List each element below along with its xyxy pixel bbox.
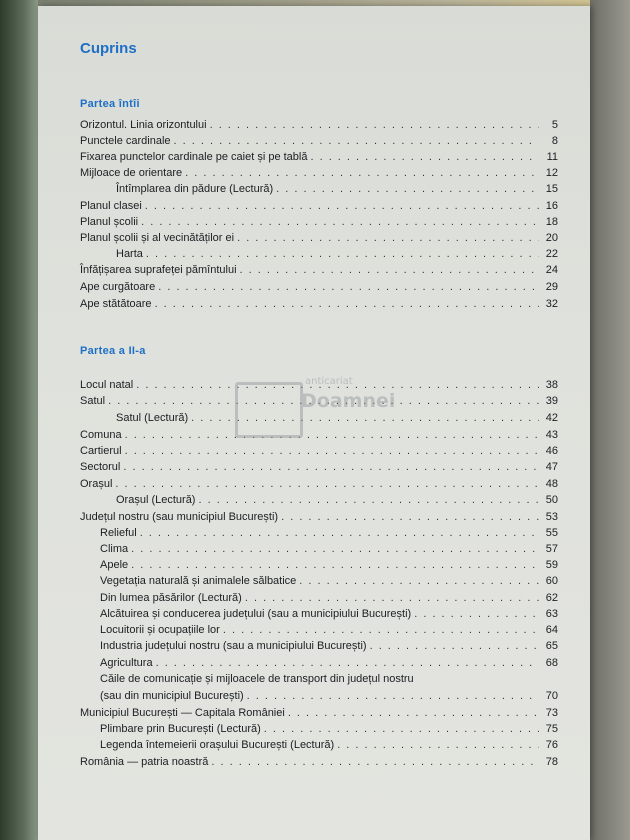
toc-entry[interactable]: Clima . . . 57 <box>80 541 558 557</box>
toc-entry[interactable]: Harta . . . 22 <box>80 246 558 262</box>
toc-entry[interactable]: Punctele cardinale . . . 8 <box>80 133 558 149</box>
toc-entry[interactable]: Sectorul . . . 47 <box>80 459 558 475</box>
toc-entry[interactable]: Locuitorii și ocupațiile lor . . . 64 <box>80 622 558 638</box>
toc-entry[interactable]: Satul . . . 39 <box>80 393 558 409</box>
page-edge <box>590 0 630 840</box>
toc-entry[interactable]: Planul clasei . . . 16 <box>80 198 558 214</box>
toc-entry[interactable]: Înfățișarea suprafeței pămîntului . . . 24 <box>80 262 558 278</box>
watermark-logo <box>235 376 405 436</box>
toc-entry[interactable]: Apele . . . 59 <box>80 557 558 573</box>
watermark-small-text: anticariat <box>305 376 353 387</box>
toc-entry[interactable]: Orașul (Lectură) . . . 50 <box>80 492 558 508</box>
toc-entry[interactable]: Orașul . . . 48 <box>80 476 558 492</box>
toc-entry[interactable]: Din lumea păsărilor (Lectură) . . . 62 <box>80 590 558 606</box>
book-spine-shadow <box>0 0 38 840</box>
toc-entry[interactable]: Fixarea punctelor cardinale pe caiet și pe tablă . . . 11 <box>80 149 558 165</box>
toc-entry[interactable]: România — patria noastră . . . 78 <box>80 754 558 770</box>
toc-entry[interactable]: Alcătuirea și conducerea județului (sau a municipiului București) . . . 63 <box>80 606 558 622</box>
part2-heading: Partea a II-a <box>80 345 146 357</box>
toc-entry[interactable]: Planul școlii și al vecinătăților ei . . . 20 <box>80 230 558 246</box>
toc-entry[interactable]: Municipiul București — Capitala României . . . 73 <box>80 705 558 721</box>
toc-entry[interactable]: Plimbare prin București (Lectură) . . . 75 <box>80 721 558 737</box>
toc-entry[interactable]: Mijloace de orientare . . . 12 <box>80 165 558 181</box>
toc-entry[interactable]: Orizontul. Linia orizontului . . . 5 <box>80 117 558 133</box>
toc-entry[interactable]: Relieful . . . 55 <box>80 525 558 541</box>
toc-entry[interactable]: Comuna . . . 43 <box>80 427 558 443</box>
toc-entry[interactable]: Ape curgătoare . . . 29 <box>80 279 558 295</box>
toc-entry[interactable]: (sau din municipiul București) . . . 70 <box>80 688 558 704</box>
watermark-big-text: Doamnei <box>301 390 396 412</box>
toc-entry[interactable]: Întîmplarea din pădure (Lectură) . . . 15 <box>80 181 558 197</box>
toc-entry[interactable]: Județul nostru (sau municipiul București) . . . 53 <box>80 509 558 525</box>
toc-entry[interactable]: Legenda întemeierii orașului București (Lectură) . . . 76 <box>80 737 558 753</box>
toc-entry[interactable]: Locul natal . . . 38 <box>80 377 558 393</box>
toc-entry[interactable]: Planul școlii . . . 18 <box>80 214 558 230</box>
toc-entry[interactable]: Satul (Lectură) . . . 42 <box>80 410 558 426</box>
page-title: Cuprins <box>80 40 137 57</box>
part1-heading: Partea întîi <box>80 98 140 110</box>
toc-entry[interactable]: Industria județului nostru (sau a municipiului București) . . . 65 <box>80 638 558 654</box>
watermark-frame <box>235 382 303 438</box>
toc-entry[interactable]: Vegetația naturală și animalele sălbatice . . . 60 <box>80 573 558 589</box>
toc-entry-line1[interactable]: Căile de comunicație și mijloacele de transport din județul nostru <box>100 673 414 685</box>
toc-entry[interactable]: Cartierul . . . 46 <box>80 443 558 459</box>
toc-entry[interactable]: Agricultura . . . 68 <box>80 655 558 671</box>
toc-entry[interactable]: Ape stătătoare . . . 32 <box>80 296 558 312</box>
